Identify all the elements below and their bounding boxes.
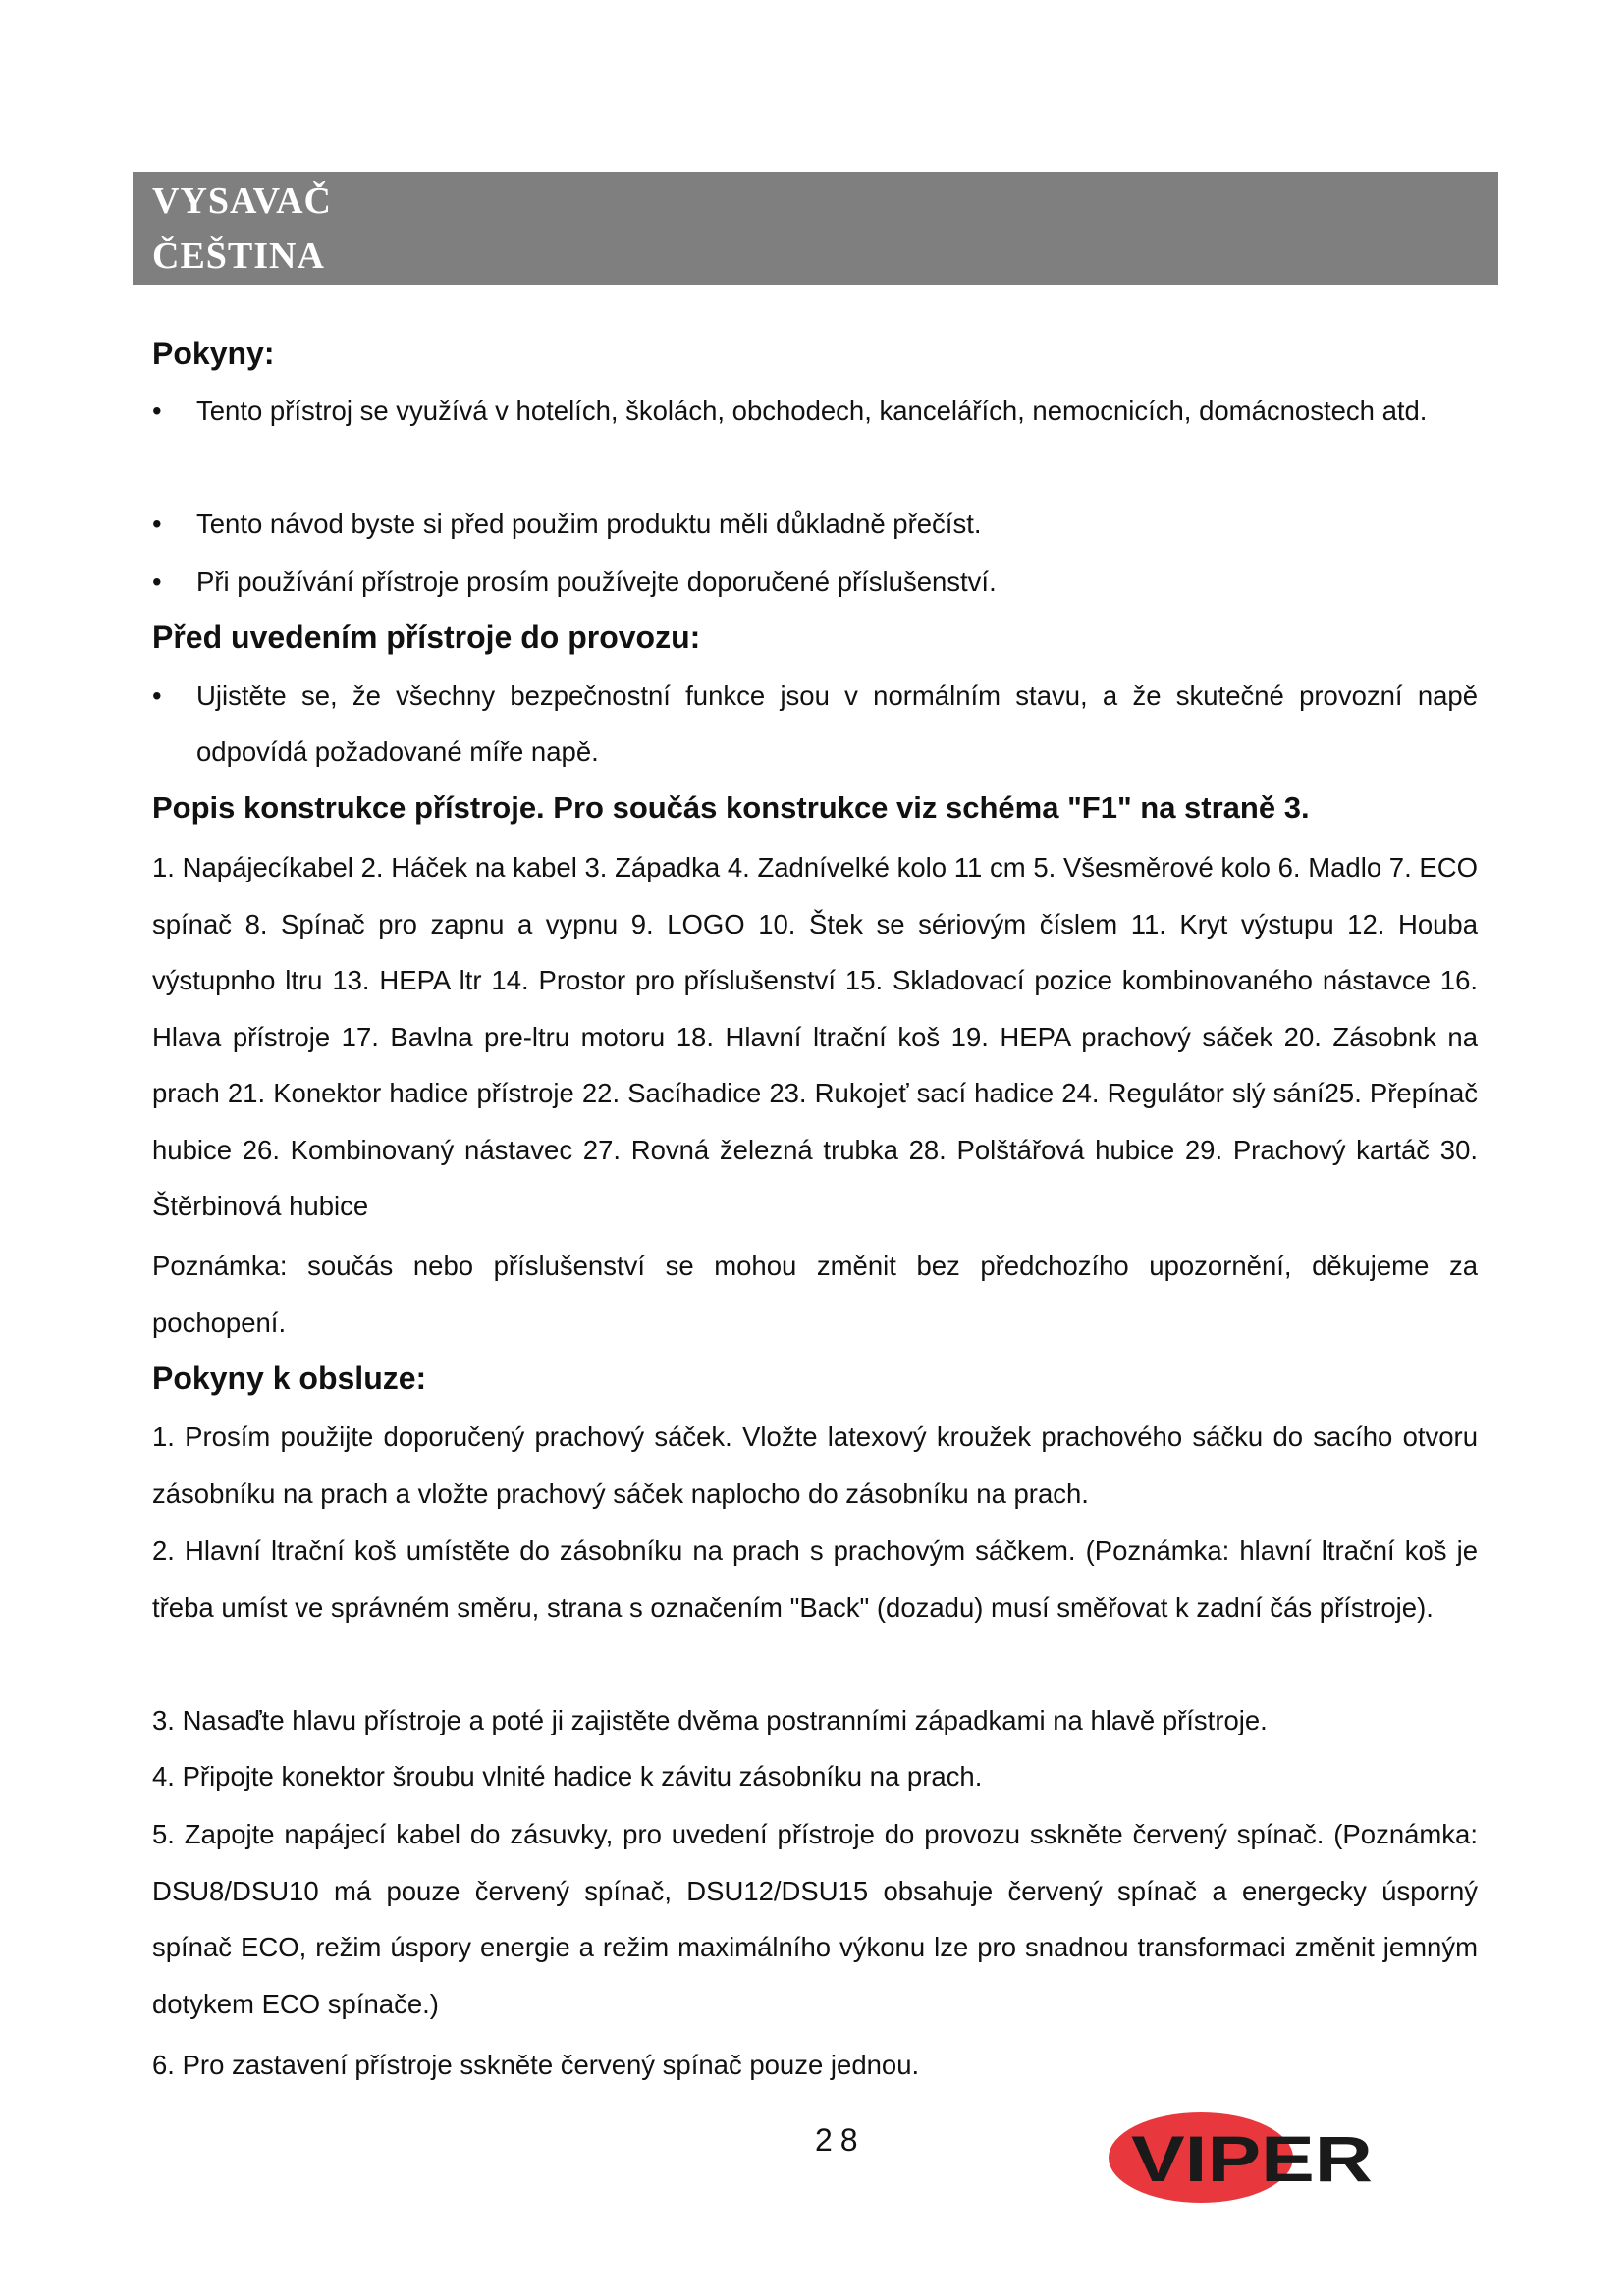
bullet-icon: •	[152, 680, 162, 711]
operation-step: 6. Pro zastavení přístroje sskněte červený spínač pouze jednou.	[152, 2050, 920, 2080]
construction-heading: Popis konstrukce přístroje. Pro součás konstrukce viz schéma "F1" na straně 3.	[152, 790, 1310, 825]
construction-note: Poznámka: součás nebo příslušenství se mohou změnit bez předchozího upozornění, děkujeme za pochopení.	[152, 1251, 1478, 1338]
operation-step: 4. Připojte konektor šroubu vlnité hadice k závitu zásobníku na prach.	[152, 1761, 983, 1791]
construction-parts-list: 1. Napájecíkabel 2. Háček na kabel 3. Západka 4. Zadnívelké kolo 11 cm 5. Všesměrové kolo 6. Madlo 7. ECO spínač 8. Spínač pro zapnu a vypnu 9. LOGO 10. Štek se sériovým číslem 11. Kryt výstupu 12. Houba výstupnho ltru 13. HEPA ltr 14. Prostor pro příslušenství 15. Skladovací pozice kombinovaného nástavce 16. Hlava přístroje 17. Bavlna pre-ltru motoru 18. Hlavní ltrační koš 19. HEPA prachový sáček 20. Zásobnk na prach 21. Konektor hadice přístroje 22. Sacíhadice 23. Rukojeť sací hadice 24. Regulátor slý sání25. Přepínač hubice 26. Kombinovaný nástavec 27. Rovná železná trubka 28. Polštářová hubice 29. Prachový kartáč 30. Štěrbinová hubice	[152, 852, 1478, 1221]
logo-text: VIPER	[1131, 2122, 1373, 2195]
operation-step: 3. Nasaďte hlavu přístroje a poté ji zajistěte dvěma postranními západkami na hlavě přístroje.	[152, 1705, 1268, 1735]
bullet-icon: •	[152, 396, 162, 426]
section-header-bar	[133, 172, 1498, 285]
bullet-item: • Tento návod byste si před použim produktu měli důkladně přečíst.	[152, 496, 1478, 552]
operation-step: 1. Prosím použijte doporučený prachový sáček. Vložte latexový kroužek prachového sáčku do sacího otvoru zásobníku na prach a vložte prachový sáček naplocho do zásobníku na prach.	[152, 1421, 1478, 1509]
bullet-icon: •	[152, 508, 162, 539]
operation-heading: Pokyny k obsluze:	[152, 1361, 427, 1396]
instructions-heading: Pokyny:	[152, 336, 275, 371]
bullet-item: • Ujistěte se, že všechny bezpečnostní funkce jsou v normálním stavu, a že skutečné provozní napě odpovídá požadované míře napě.	[152, 667, 1478, 779]
bullet-icon: •	[152, 566, 162, 597]
operation-step: 5. Zapojte napájecí kabel do zásuvky, pro uvedení přístroje do provozu sskněte červený spínač. (Poznámka: DSU8/DSU10 má pouze červený spínač, DSU12/DSU15 obsahuje červený spínač a energecky úsporný spínač ECO, režim úspory energie a režim maximálního výkonu lze pro snadnou transformaci změnit jemným dotykem ECO spínače.)	[152, 1819, 1478, 2019]
bullet-item: • Tento přístroj se využívá v hotelích, školách, obchodech, kancelářích, nemocnicích, domácnostech atd.	[152, 383, 1478, 439]
header-title: VYSAVAČ	[152, 181, 332, 222]
page-number: 28	[815, 2122, 866, 2158]
bullet-item: • Při používání přístroje prosím používejte doporučené příslušenství.	[152, 554, 1478, 610]
before-use-heading: Před uvedením přístroje do provozu:	[152, 619, 701, 655]
operation-step: 2. Hlavní ltrační koš umístěte do zásobníku na prach s prachovým sáčkem. (Poznámka: hlavní ltrační koš je třeba umíst ve správném směru, strana s označením "Back" (dozadu) musí směřovat k zadní čás přístroje).	[152, 1535, 1478, 1623]
viper-logo	[1108, 2110, 1375, 2209]
header-language: ČEŠTINA	[152, 236, 325, 277]
